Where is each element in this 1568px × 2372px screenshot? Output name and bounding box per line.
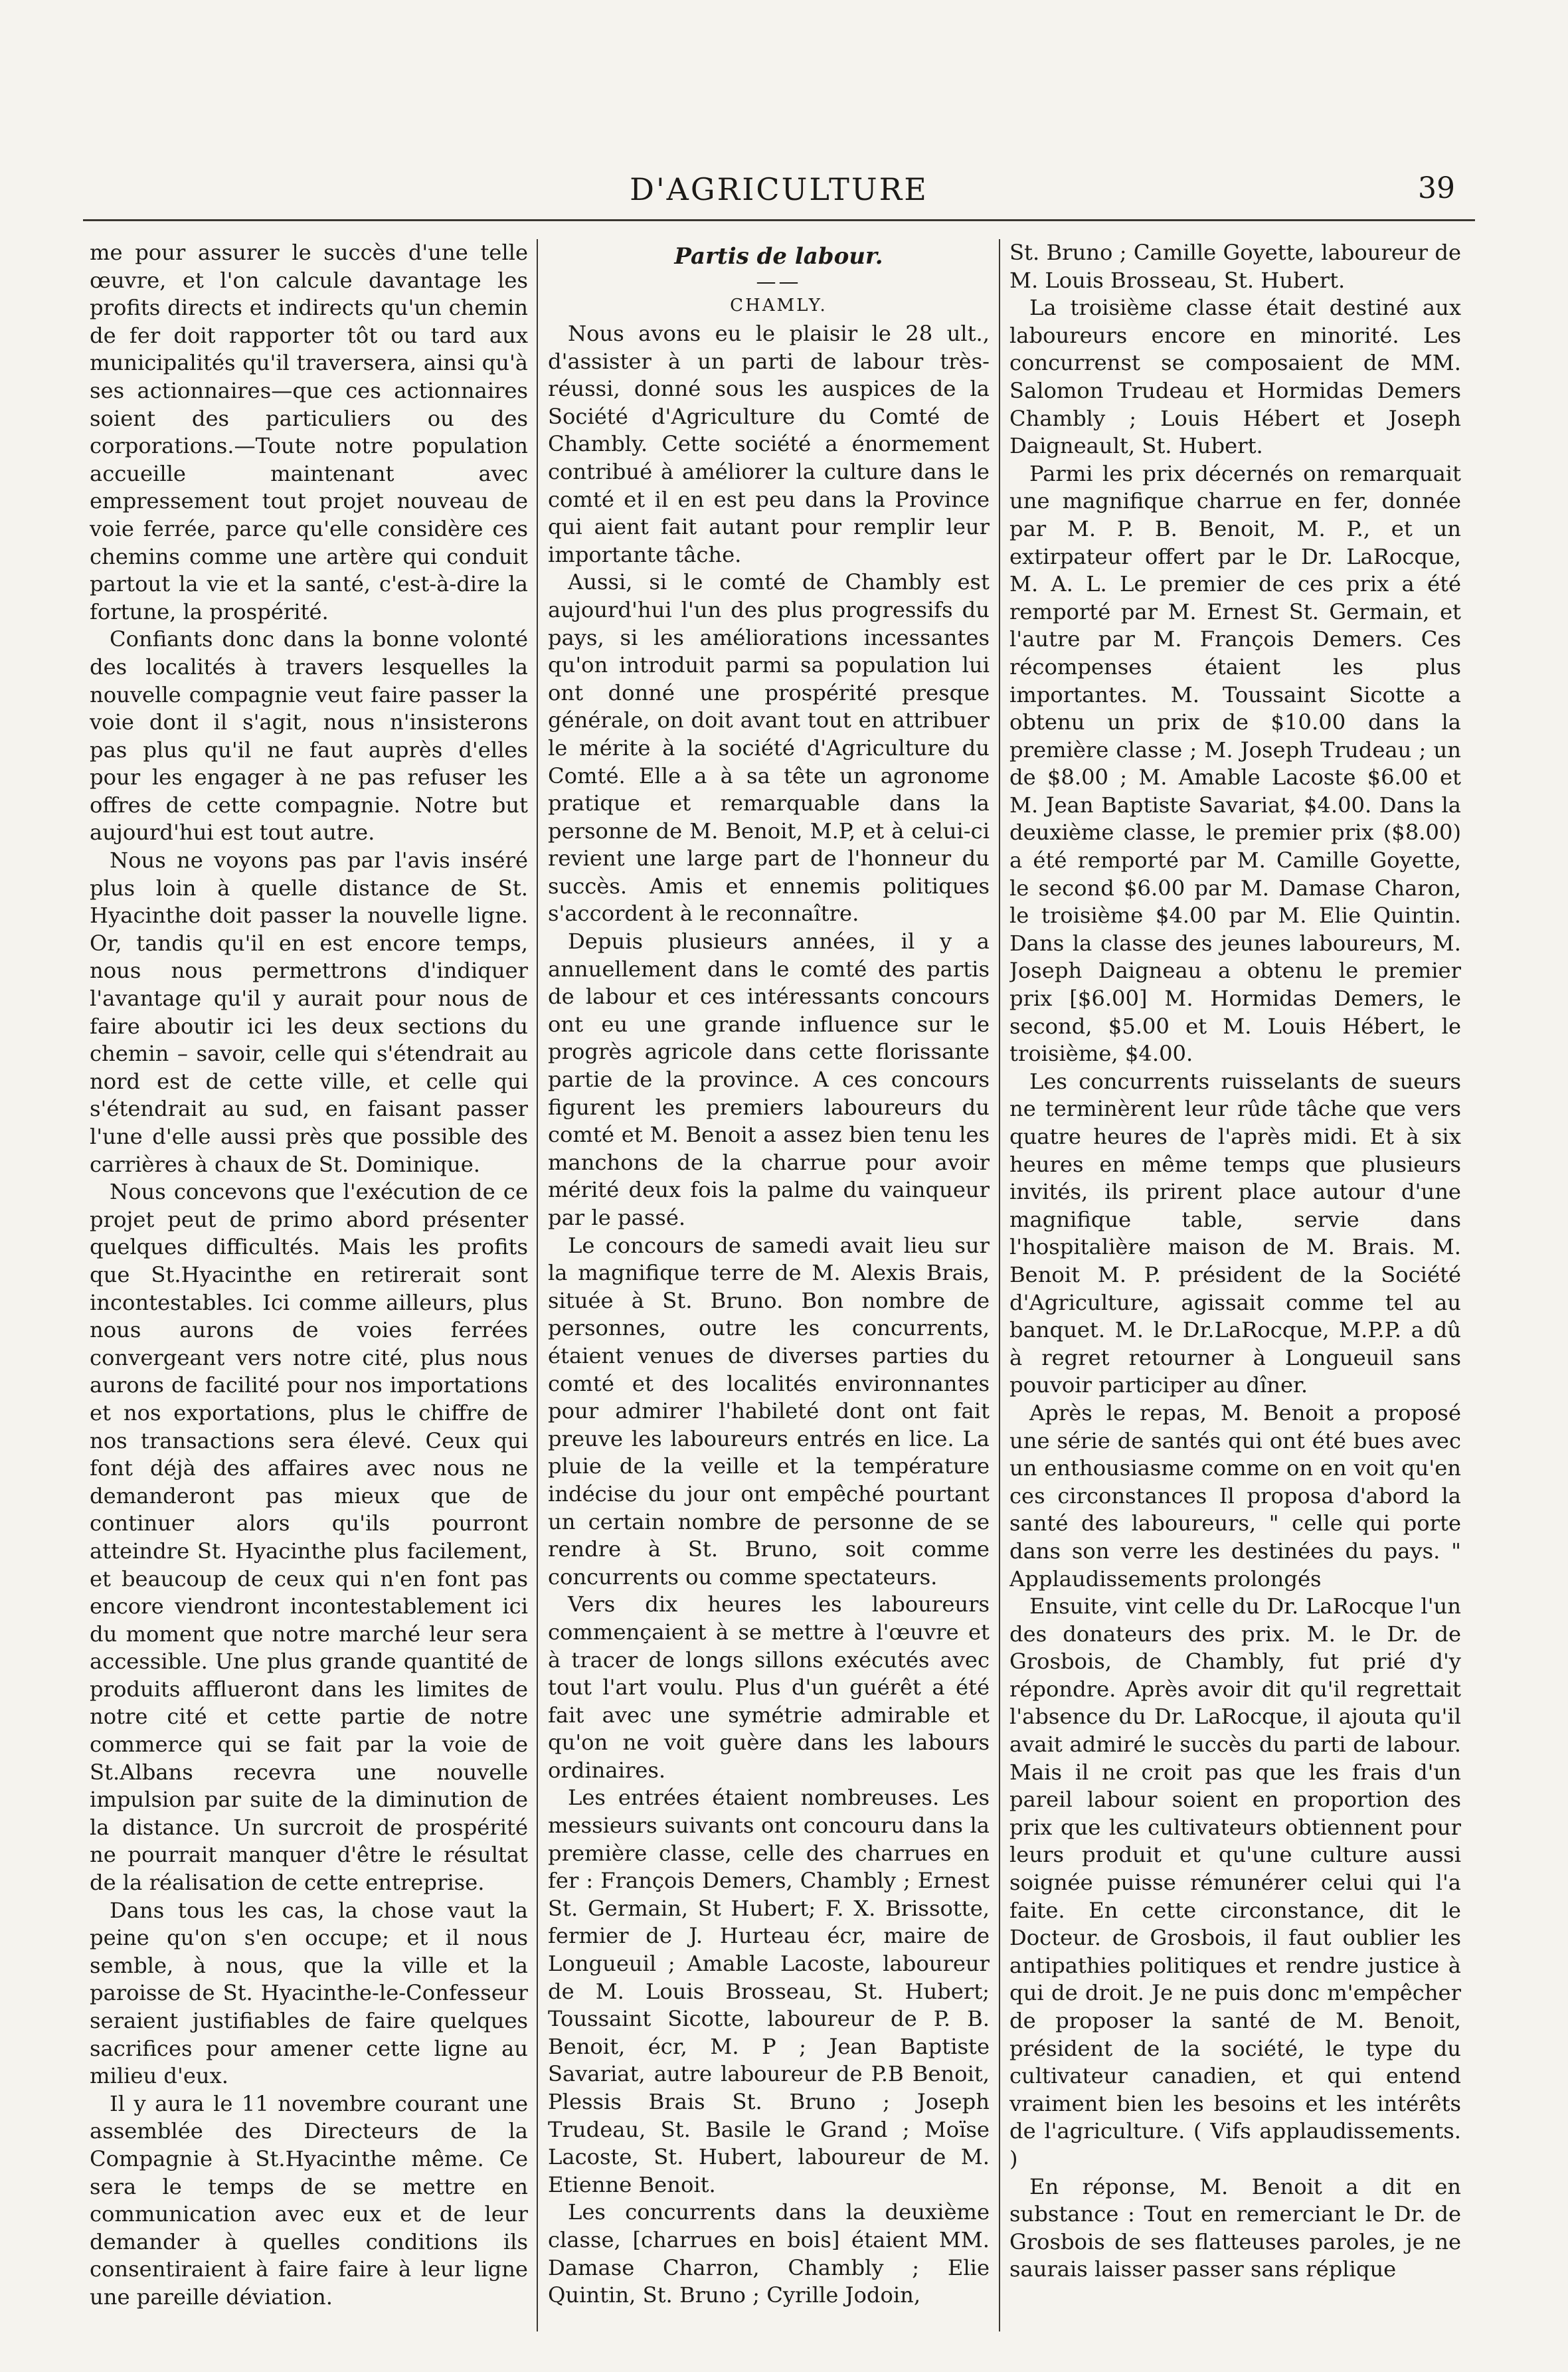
paragraph: Vers dix heures les laboureurs commençaient à se mettre à l'œuvre et à tracer de longs sillons exécutés avec tout l'art voulu. Plus d'un guérêt a été fait avec une symétrie admirable et qu'on ne voit guère dans les labours ordinaires. <box>548 1592 990 1783</box>
paragraph: Confiants donc dans la bonne volonté des localités à travers lesquelles la nouvelle compagnie veut faire passer la voie dont il s'agit, nous n'insisterons pas plus qu'il ne faut auprès d'elles pour les engager à ne pas refuser les offres de cette compagnie. Notre but aujourd'hui est tout autre. <box>90 626 528 846</box>
paragraph: Aussi, si le comté de Chambly est aujourd'hui l'un des plus progressifs du pays, si les améliorations incessantes qu'on introduit parmi sa population lui ont donné une prospérité presque générale, on doit avant tout en attribuer le mérite à la société d'Agriculture du Comté. Elle a à sa tête un agronome pratique et remarquable dans la personne de M. Benoit, M.P, et à celui-ci revient une large part de l'honneur du succès. Amis et ennemis politiques s'accordent à le reconnaître. <box>548 569 990 927</box>
column-divider <box>999 239 1000 2331</box>
column-divider <box>537 239 538 2331</box>
paragraph: St. Bruno ; Camille Goyette, laboureur de M. Louis Brosseau, St. Hubert. <box>1009 240 1461 293</box>
dateline-place: CHAMLY. <box>730 296 828 316</box>
column-left <box>90 239 528 2338</box>
title-dash: —— <box>756 270 802 294</box>
paragraph: Après le repas, M. Benoit a proposé une série de santés qui ont été bues avec un enthousiasme comme on en voit qu'en ces circonstances Il proposa d'abord la santé des laboureurs, " celle qui porte dans son verre les destinées du pays. " Applaudissements prolongés <box>1009 1400 1461 1592</box>
paragraph: Le concours de samedi avait lieu sur la magnifique terre de M. Alexis Brais, située à St. Bruno. Bon nombre de personnes, outre les concurrents, étaient venues de diverses parties du comté et des localités environnantes pour admirer l'habileté dont ont fait preuve les laboureurs entrés en lice. La pluie de la veille et la température indécise du jour ont empêché pourtant un certain nombre de personne de se rendre à St. Bruno, soit comme concurrents ou comme spectateurs. <box>548 1232 990 1590</box>
page-header <box>83 171 1475 218</box>
header-rule <box>83 219 1475 221</box>
paragraph: Il y aura le 11 novembre courant une assemblée des Directeurs de la Compagnie à St.Hyacinthe même. Ce sera le temps de se mettre en communication avec eux et de leur demander à quelles conditions ils consentiraient à faire faire à leur ligne une pareille déviation. <box>90 2090 528 2310</box>
article-title: Partis de labour. <box>674 243 883 270</box>
paragraph: La troisième classe était destiné aux laboureurs encore en minorité. Les concurrenst se composaient de MM. Salomon Trudeau et Hormidas Demers Chambly ; Louis Hébert et Joseph Daigneault, St. Hubert. <box>1009 295 1461 459</box>
paragraph: Depuis plusieurs années, il y a annuellement dans le comté des partis de labour et ces intéressants concours ont eu une grande influence sur le progrès agricole dans cette florissante partie de la province. A ces concours figurent les premiers laboureurs du comté et M. Benoit a assez bien tenu les manchons de la charrue pour avoir mérité deux fois la palme du vainqueur par le passé. <box>548 929 990 1230</box>
paragraph: Dans tous les cas, la chose vaut la peine qu'on s'en occupe; et il nous semble, à nous, que la ville et la paroisse de St. Hyacinthe-le-Confesseur seraient justifiables de faire quelques sacrifices pour amener cette ligne au milieu d'eux. <box>90 1897 528 2089</box>
paragraph: Les entrées étaient nombreuses. Les messieurs suivants ont concouru dans la première classe, celle des charrues en fer : François Demers, Chambly ; Ernest St. Germain, St Hubert; F. X. Brissotte, fermier de J. Hurteau écr, maire de Longueuil ; Amable Lacoste, laboureur de M. Louis Brosseau, St. Hubert; Toussaint Sicotte, laboureur de P. B. Benoit, écr, M. P ; Jean Baptiste Savariat, autre laboureur de P.B Benoit, Plessis Brais St. Bruno ; Joseph Trudeau, St. Basile le Grand ; Moïse Lacoste, St. Hubert, laboureur de M. Etienne Benoit. <box>548 1785 990 2197</box>
column-middle <box>548 239 990 2338</box>
paragraph: Nous ne voyons pas par l'avis inséré plus loin à quelle distance de St. Hyacinthe doit passer la nouvelle ligne. Or, tandis qu'il en est encore temps, nous nous permettrons d'indiquer l'avantage qu'il y aurait pour nous de faire aboutir ici les deux sections du chemin – savoir, celle qui s'étendrait au nord est de cette ville, et celle qui s'étendrait au sud, en faisant passer l'une d'elle aussi près que possible des carrières à chaux de St. Dominique. <box>90 848 528 1177</box>
paragraph: Les concurrents ruisselants de sueurs ne terminèrent leur rûde tâche que vers quatre heures de l'après midi. Et à six heures en même temps que plusieurs invités, ils prirent place autour d'une magnifique table, servie dans l'hospitalière maison de M. Brais. M. Benoit M. P. président de la Société d'Agriculture, agissait comme tel au banquet. M. le Dr.LaRocque, M.P.P. a dû à regret retourner à Longueuil sans pouvoir participer au dîner. <box>1009 1068 1461 1398</box>
paragraph: Les concurrents dans la deuxième classe, [charrues en bois] étaient MM. Damase Charron, Chambly ; Elie Quintin, St. Bruno ; Cyrille Jodoin, <box>548 2199 990 2308</box>
column-right <box>1009 239 1461 2338</box>
paragraph: me pour assurer le succès d'une telle œuvre, et l'on calcule davantage les profits directs et indirects qu'un chemin de fer doit rapporter tôt ou tard aux municipalités qu'il traversera, ainsi qu'à ses actionnaires—que ces actionnaires soient des particuliers ou des corporations.—Toute notre population accueille maintenant avec empressement tout projet nouveau de voie ferrée, parce qu'elle considère ces chemins comme une artère qui conduit partout la vie et la santé, c'est-à-dire la fortune, la prospérité. <box>90 240 528 624</box>
paragraph: Ensuite, vint celle du Dr. LaRocque l'un des donateurs des prix. M. le Dr. de Grosbois, de Chambly, fut prié d'y répondre. Après avoir dit qu'il regrettait l'absence du Dr. LaRocque, il ajouta qu'il avait admiré le succès du parti de labour. Mais il ne croit pas que les frais d'un pareil labour soient en proportion des prix que les cultivateurs obtiennent pour leurs produit et qu'une culture aussi soignée puisse rémunérer celui qui l'a faite. En cette circonstance, dit le Docteur. de Grosbois, il faut oublier les antipathies politiques et rendre justice à qui de droit. Je ne puis donc m'empêcher de proposer la santé de M. Benoit, président de la société, le type du cultivateur canadien, et qui entend vraiment bien les besoins et les intérêts de l'agriculture. ( Vifs applaudissements. ) <box>1009 1594 1461 2171</box>
paragraph: En réponse, M. Benoit a dit en substance : Tout en remerciant le Dr. de Grosbois de ses flatteuses paroles, je ne saurais laisser passer sans réplique <box>1009 2173 1461 2282</box>
paragraph: Parmi les prix décernés on remarquait une magnifique charrue en fer, donnée par M. P. B. Benoit, M. P., et un extirpateur offert par le Dr. LaRocque, M. A. L. Le premier de ces prix a été remporté par M. Ernest St. Germain, et l'autre par M. François Demers. Ces récompenses étaient les plus importantes. M. Toussaint Sicotte a obtenu un prix de $10.00 dans la première classe ; M. Joseph Trudeau ; un de $8.00 ; M. Amable Lacoste $6.00 et M. Jean Baptiste Savariat, $4.00. Dans la deuxième classe, le premier prix ($8.00) a été remporté par M. Camille Goyette, le second $6.00 par M. Damase Charon, le troisième $4.00 par M. Elie Quintin. Dans la classe des jeunes laboureurs, M. Joseph Daigneau a obtenu le premier prix [$6.00] M. Hormidas Demers, le second, $5.00 et M. Louis Hébert, le troisième, $4.00. <box>1009 460 1461 1067</box>
paragraph: Nous concevons que l'exécution de ce projet peut de primo abord présenter quelques difficultés. Mais les profits que St.Hyacinthe en retirerait sont incontestables. Ici comme ailleurs, plus nous aurons de voies ferrées convergeant vers notre cité, plus nous aurons de facilité pour nos importations et nos exportations, plus le chiffre de nos transactions sera élevé. Ceux qui font déjà des affaires avec nous ne demanderont pas mieux que de continuer alors qu'ils pourront atteindre St. Hyacinthe plus facilement, et beaucoup de ceux qui n'en font pas encore viendront incontestablement ici du moment que notre marché leur sera accessible. Une plus grande quantité de produits afflueront dans les limites de notre cité et cette partie de notre commerce qui se fait par la voie de St.Albans recevra une nouvelle impulsion par suite de la diminution de la distance. Un surcroit de prospérité ne pourrait manquer d'être le résultat de la réalisation de cette entreprise. <box>90 1179 528 1896</box>
running-title: D'AGRICULTURE <box>630 171 928 207</box>
page-number: 39 <box>1418 171 1455 205</box>
paragraph: Nous avons eu le plaisir le 28 ult., d'assister à un parti de labour très-réussi, donné sous les auspices de la Société d'Agriculture du Comté de Chambly. Cette société a énormement contribué à améliorer la culture dans le comté et il en est peu dans la Province qui aient fait autant pour remplir leur importante tâche. <box>548 321 990 567</box>
